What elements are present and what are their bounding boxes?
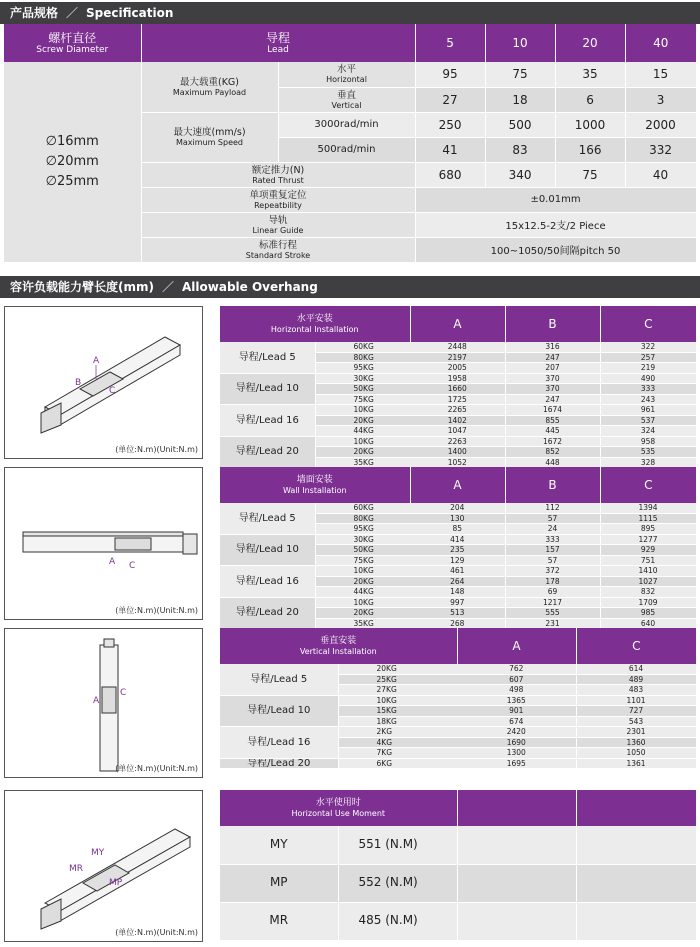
value-cell: 1709 — [600, 597, 696, 608]
repeatability-value: ±0.01mm — [415, 187, 696, 212]
screw-diameter-header: 螺杆直径 Screw Diameter — [4, 24, 141, 62]
value-cell: 2301 — [576, 727, 696, 738]
value-cell: 235 — [410, 545, 505, 556]
horizontal-diagram — [4, 306, 203, 459]
value-cell: 535 — [600, 447, 696, 458]
value-cell: 929 — [600, 545, 696, 556]
load-cell: 95KG — [315, 524, 410, 535]
table-row — [220, 405, 696, 416]
load-cell: 35KG — [315, 618, 410, 629]
value-cell: 370 — [505, 373, 600, 384]
horizontal-label: 水平 Horizontal — [278, 62, 415, 87]
value-cell: 852 — [505, 447, 600, 458]
value-cell: 204 — [410, 503, 505, 513]
value-cell: 2005 — [410, 363, 505, 374]
table-row — [220, 758, 696, 769]
load-cell: 44KG — [315, 587, 410, 598]
load-cell: 18KG — [338, 716, 457, 727]
value-cell: 1672 — [505, 436, 600, 447]
lead-header: 导程 Lead — [141, 24, 415, 62]
table-row — [220, 727, 696, 738]
repeatability-label: 单项重复定位 Repeatbility — [141, 187, 415, 212]
value-cell: 1052 — [410, 457, 505, 468]
moment-mr-label: MR — [220, 902, 338, 940]
value-cell: 178 — [505, 576, 600, 587]
value-cell: 498 — [457, 685, 576, 696]
svg-text:A: A — [109, 557, 116, 567]
stroke-label: 标准行程 Standard Stroke — [141, 237, 415, 262]
lead-label: 导程/Lead 5 — [220, 342, 315, 373]
load-cell: 20KG — [315, 608, 410, 619]
value-cell: 243 — [600, 394, 696, 405]
lead-label: 导程/Lead 5 — [220, 503, 315, 534]
spec-title-cn: 产品规格 — [10, 6, 59, 20]
table-row — [220, 436, 696, 447]
value-cell: 674 — [457, 716, 576, 727]
diameter-cell: ∅16mm ∅20mm ∅25mm — [4, 62, 141, 262]
value-cell: 247 — [505, 394, 600, 405]
lead-label: 导程/Lead 20 — [220, 758, 338, 769]
value-cell: 489 — [576, 674, 696, 685]
unit-label: (单位:N.m)(Unit:N.m) — [115, 445, 198, 454]
load-cell: 20KG — [315, 415, 410, 426]
value-cell: 1365 — [457, 695, 576, 706]
value-cell: 1217 — [505, 597, 600, 608]
load-cell: 35KG — [315, 457, 410, 468]
load-cell: 10KG — [315, 566, 410, 577]
load-cell: 10KG — [315, 436, 410, 447]
svg-text:MY: MY — [91, 848, 105, 858]
value-cell: 316 — [505, 342, 600, 352]
value-cell: 129 — [410, 555, 505, 566]
thrust-label: 额定推力(N) Rated Thrust — [141, 162, 415, 187]
value-cell: 207 — [505, 363, 600, 374]
horizontal-installation-table: 水平安装 Horizontal Installation A B C 导程/Lead 5 60KG 2448 316 322 80KG 2197 247 257 95KG 2005 207 219 导程/Lead 10 30KG 1958 370 490 50KG 1660 370 333 75KG 1725 247 243 导程/Lead 16 10KG 2265 1674 961 20KG 1402 855 537 44KG 1047 445 324 导程/Lead 20 10KG 2263 1672 958 20KG 1400 852 535 35KG 1052 448 328 — [220, 306, 697, 468]
table-row — [220, 695, 696, 706]
value-cell: 727 — [576, 706, 696, 717]
load-cell: 25KG — [338, 674, 457, 685]
load-cell: 15KG — [338, 706, 457, 717]
lead-label: 导程/Lead 10 — [220, 695, 338, 727]
value-cell: 555 — [505, 608, 600, 619]
actuator-moment-icon — [5, 791, 204, 943]
moment-mr-value: 485 (N.M) — [338, 902, 457, 940]
value-cell: 57 — [505, 513, 600, 524]
value-cell: 1115 — [600, 513, 696, 524]
load-cell: 95KG — [315, 363, 410, 374]
value-cell: 231 — [505, 618, 600, 629]
value-cell: 2448 — [410, 342, 505, 352]
table-row — [220, 534, 696, 545]
value-cell: 445 — [505, 426, 600, 437]
svg-text:MR: MR — [69, 864, 84, 874]
wall-diagram: A C (单位:N.m)(Unit:N.m) — [4, 467, 203, 620]
lead-40-header: 40 — [625, 24, 696, 62]
moment-diagram: MY MR MP (单位:N.m)(Unit:N.m) — [4, 790, 203, 942]
svg-text:C: C — [109, 386, 116, 396]
value-cell: 130 — [410, 513, 505, 524]
value-cell: 1674 — [505, 405, 600, 416]
table-row — [220, 566, 696, 577]
load-cell: 50KG — [315, 384, 410, 395]
lead-label: 导程/Lead 5 — [220, 664, 338, 695]
value-cell: 157 — [505, 545, 600, 556]
overhang-title-en: Allowable Overhang — [182, 280, 318, 294]
value-cell: 1101 — [576, 695, 696, 706]
value-cell: 640 — [600, 618, 696, 629]
value-cell: 414 — [410, 534, 505, 545]
value-cell: 961 — [600, 405, 696, 416]
lead-20-header: 20 — [555, 24, 625, 62]
value-cell: 448 — [505, 457, 600, 468]
lead-10-header: 10 — [485, 24, 555, 62]
load-cell: 20KG — [315, 447, 410, 458]
value-cell: 1361 — [576, 758, 696, 769]
svg-text:A: A — [93, 356, 100, 366]
value-cell: 1050 — [576, 748, 696, 759]
load-cell: 7KG — [338, 748, 457, 759]
table-row — [220, 503, 696, 513]
value-cell: 257 — [600, 352, 696, 363]
value-cell: 607 — [457, 674, 576, 685]
value-cell: 537 — [600, 415, 696, 426]
value-cell: 1725 — [410, 394, 505, 405]
value-cell: 333 — [505, 534, 600, 545]
value-cell: 324 — [600, 426, 696, 437]
table-row — [220, 373, 696, 384]
value-cell: 2197 — [410, 352, 505, 363]
value-cell: 1410 — [600, 566, 696, 577]
lead-label: 导程/Lead 20 — [220, 436, 315, 468]
overhang-section-header: 容许负载能力臂长度(mm) ／ Allowable Overhang — [0, 276, 700, 298]
svg-text:A: A — [93, 696, 100, 706]
stroke-value: 100~1050/50间隔pitch 50 — [415, 237, 696, 262]
value-cell: 2265 — [410, 405, 505, 416]
value-cell: 762 — [457, 664, 576, 674]
value-cell: 1695 — [457, 758, 576, 769]
load-cell: 50KG — [315, 545, 410, 556]
overhang-title-cn: 容许负载能力臂长度(mm) — [10, 280, 154, 294]
value-cell: 855 — [505, 415, 600, 426]
load-cell: 30KG — [315, 373, 410, 384]
load-cell: 4KG — [338, 737, 457, 748]
moment-mp-label: MP — [220, 864, 338, 902]
value-cell: 1360 — [576, 737, 696, 748]
vertical-installation-table: 垂直安装 Vertical Installation A C 导程/Lead 5 20KG 762 614 25KG 607 489 27KG 498 483 导程/Lead 10 10KG 1365 1101 15KG 901 727 18KG 674 543 导程/Lead 16 2KG 2420 2301 4KG 1690 1360 7KG 1300 1050 导程/Lead 20 6KG 1695 1361 — [220, 628, 697, 769]
vertical-diagram: A C (单位:N.m)(Unit:N.m) — [4, 628, 203, 778]
actuator-horizontal-icon — [5, 307, 204, 460]
value-cell: 333 — [600, 384, 696, 395]
lead-label: 导程/Lead 16 — [220, 727, 338, 759]
moment-my-label: MY — [220, 826, 338, 864]
value-cell: 1277 — [600, 534, 696, 545]
value-cell: 264 — [410, 576, 505, 587]
load-cell: 10KG — [315, 597, 410, 608]
value-cell: 370 — [505, 384, 600, 395]
lead-label: 导程/Lead 20 — [220, 597, 315, 629]
value-cell: 1394 — [600, 503, 696, 513]
value-cell: 1958 — [410, 373, 505, 384]
value-cell: 614 — [576, 664, 696, 674]
linear-guide-label: 导轨 Linear Guide — [141, 212, 415, 237]
value-cell: 1047 — [410, 426, 505, 437]
moment-mp-value: 552 (N.M) — [338, 864, 457, 902]
spec-title-en: Specification — [86, 6, 174, 20]
value-cell: 1027 — [600, 576, 696, 587]
value-cell: 513 — [410, 608, 505, 619]
load-cell: 30KG — [315, 534, 410, 545]
svg-text:C: C — [120, 688, 127, 698]
value-cell: 328 — [600, 457, 696, 468]
vertical-label: 垂直 Vertical — [278, 87, 415, 112]
load-cell: 6KG — [338, 758, 457, 769]
actuator-vertical-icon — [5, 629, 204, 779]
load-cell: 10KG — [315, 405, 410, 416]
lead-label: 导程/Lead 10 — [220, 373, 315, 405]
spec-table: 螺杆直径 Screw Diameter 导程 Lead 5 10 20 40 ∅16mm ∅20mm ∅25mm 最大载重(KG) Maximum Payload 水平 Horizontal 95 75 35 15 垂直 Vertical 27 18 6 3 最大速度(mm/s) Maximum Speed 3000rad/min 250 500 1000 2000 500rad/min 41 83 166 332 额定推力(N) Rated Thrust 680 340 75 40 单项重复定位 Repeatbility ±0.01mm 导轨 Linear Guide 15x12.5-2支/2 Piece 标准行程 Standard Stroke 100~1050/50间隔pitch 50 — [4, 24, 697, 263]
value-cell: 219 — [600, 363, 696, 374]
table-row — [220, 342, 696, 352]
actuator-wall-icon — [5, 468, 204, 621]
table-row — [220, 664, 696, 674]
spec-section-header: 产品规格 ／ Specification — [0, 2, 700, 24]
value-cell: 268 — [410, 618, 505, 629]
moment-my-value: 551 (N.M) — [338, 826, 457, 864]
value-cell: 901 — [457, 706, 576, 717]
load-cell: 80KG — [315, 352, 410, 363]
load-cell: 44KG — [315, 426, 410, 437]
value-cell: 57 — [505, 555, 600, 566]
load-cell: 60KG — [315, 342, 410, 352]
wall-installation-table: 墙面安装 Wall Installation A B C 导程/Lead 5 60KG 204 112 1394 80KG 130 57 1115 95KG 85 24 895 导程/Lead 10 30KG 414 333 1277 50KG 235 157 929 75KG 129 57 751 导程/Lead 16 10KG 461 372 1410 20KG 264 178 1027 44KG 148 69 832 导程/Lead 20 10KG 997 1217 1709 20KG 513 555 985 35KG 268 231 640 — [220, 467, 697, 629]
value-cell: 997 — [410, 597, 505, 608]
value-cell: 148 — [410, 587, 505, 598]
svg-text:MP: MP — [109, 878, 123, 888]
load-cell: 60KG — [315, 503, 410, 513]
max-speed-label: 最大速度(mm/s) Maximum Speed — [141, 112, 278, 162]
value-cell: 1660 — [410, 384, 505, 395]
value-cell: 1300 — [457, 748, 576, 759]
value-cell: 1690 — [457, 737, 576, 748]
lead-5-header: 5 — [415, 24, 485, 62]
moment-table: 水平使用时 Horizontal Use Moment MY 551 (N.M) MP 552 (N.M) MR 485 (N.M) — [220, 790, 697, 941]
svg-text:C: C — [129, 561, 136, 571]
value-cell: 958 — [600, 436, 696, 447]
lead-label: 导程/Lead 10 — [220, 534, 315, 566]
value-cell: 985 — [600, 608, 696, 619]
value-cell: 1400 — [410, 447, 505, 458]
lead-label: 导程/Lead 16 — [220, 566, 315, 598]
max-payload-label: 最大载重(KG) Maximum Payload — [141, 62, 278, 112]
lead-label: 导程/Lead 16 — [220, 405, 315, 437]
svg-text:B: B — [75, 378, 82, 388]
load-cell: 75KG — [315, 555, 410, 566]
load-cell: 27KG — [338, 685, 457, 696]
value-cell: 372 — [505, 566, 600, 577]
value-cell: 832 — [600, 587, 696, 598]
value-cell: 69 — [505, 587, 600, 598]
value-cell: 322 — [600, 342, 696, 352]
value-cell: 112 — [505, 503, 600, 513]
table-row — [220, 597, 696, 608]
value-cell: 543 — [576, 716, 696, 727]
value-cell: 1402 — [410, 415, 505, 426]
value-cell: 483 — [576, 685, 696, 696]
value-cell: 85 — [410, 524, 505, 535]
load-cell: 80KG — [315, 513, 410, 524]
load-cell: 75KG — [315, 394, 410, 405]
value-cell: 461 — [410, 566, 505, 577]
value-cell: 490 — [600, 373, 696, 384]
value-cell: 247 — [505, 352, 600, 363]
value-cell: 24 — [505, 524, 600, 535]
linear-guide-value: 15x12.5-2支/2 Piece — [415, 212, 696, 237]
value-cell: 751 — [600, 555, 696, 566]
load-cell: 20KG — [315, 576, 410, 587]
load-cell: 10KG — [338, 695, 457, 706]
value-cell: 2420 — [457, 727, 576, 738]
value-cell: 895 — [600, 524, 696, 535]
load-cell: 2KG — [338, 727, 457, 738]
value-cell: 2263 — [410, 436, 505, 447]
load-cell: 20KG — [338, 664, 457, 674]
